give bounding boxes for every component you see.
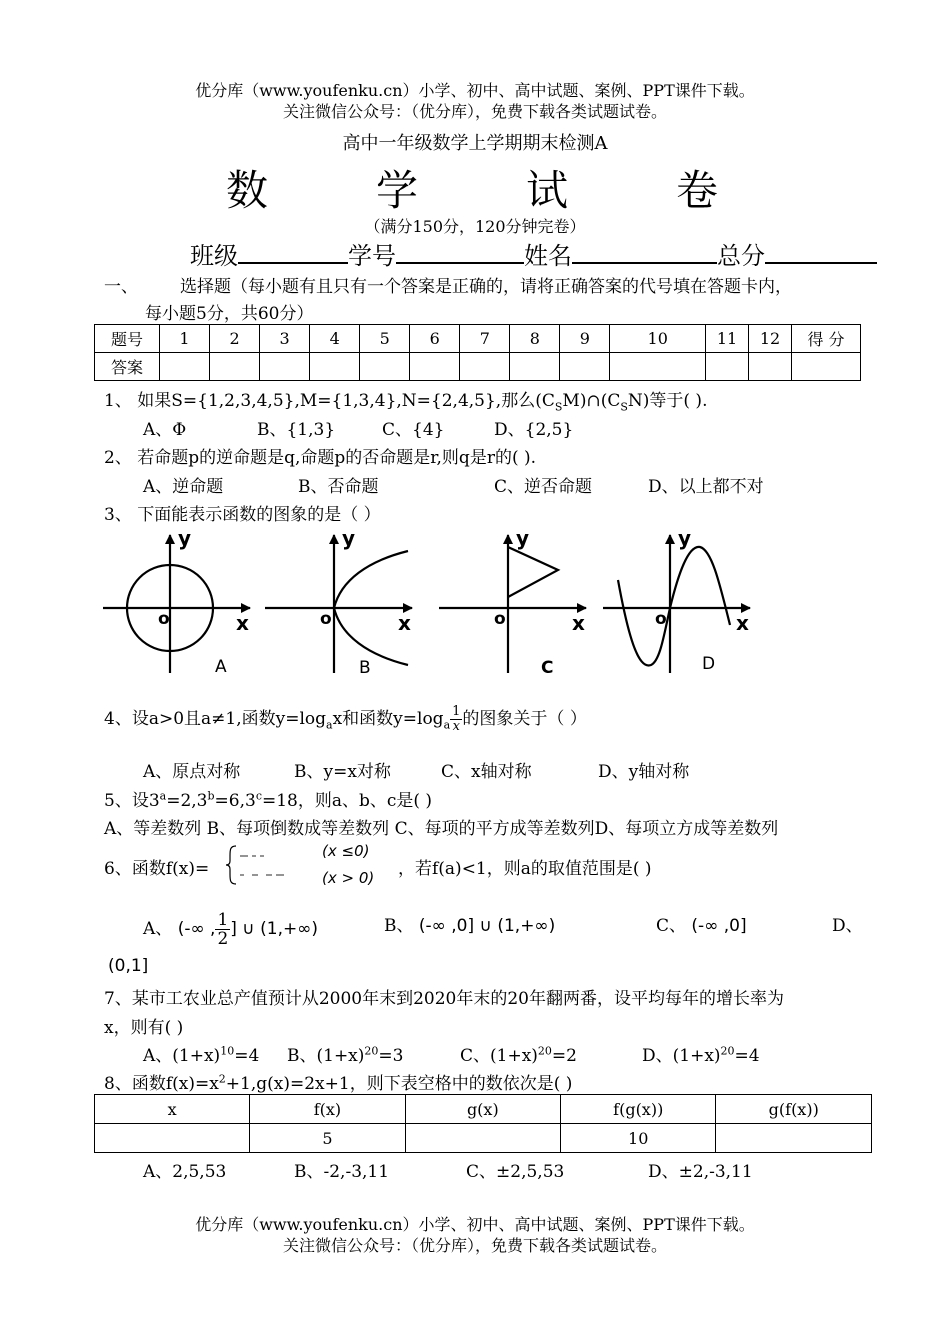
q7-option-b[interactable] [287,1041,403,1066]
question-3: 3、 下面能表示函数的图象的是（ ） [104,505,381,525]
q7-b-post: =3 [378,1046,404,1066]
question-2: 2、 若命题p的逆命题是q,命题p的否命题是r,则q是r的( ). [104,448,537,468]
graph-d-label: D [702,654,716,674]
info-name-label: 姓名 [524,242,572,270]
answer-cell[interactable] [210,353,260,381]
q8-header-x: x [95,1095,250,1124]
q6-opt-b-math: (-∞ ,0] ∪ (1,+∞) [418,916,556,936]
q4-option-b[interactable]: B、y=x对称 [294,762,391,782]
q6-opt-c-math: (-∞ ,0] [691,916,747,936]
q3-graphs [98,525,758,685]
answer-cell[interactable] [310,353,360,381]
q1-post: N)等于( ). [627,391,708,411]
q5-m1: =2,3 [166,791,208,811]
q8-cell-fx: 5 [250,1124,405,1153]
q6-opt-c-label: C、 [656,916,687,936]
q1-sub2: S [620,400,628,414]
info-total-label: 总分 [717,242,765,270]
q7-c-pre: C、(1+x) [460,1046,538,1066]
q7-d-post: =4 [734,1046,760,1066]
q6-post: ，若f(a)<1，则a的取值范围是( ) [398,859,652,879]
q5-sup2: b [207,789,215,803]
q6-option-d-label[interactable]: D、 [832,916,863,936]
q8-pre: 8、函数f(x)=x [104,1074,219,1094]
graph-a-label: A [215,657,227,677]
id-blank[interactable] [396,240,524,264]
answer-cell[interactable] [160,353,210,381]
q2-option-a[interactable]: A、逆命题 [143,477,224,497]
q6-opt-a-fraction [215,911,230,948]
q5-sup1: a [159,789,167,803]
q5-m2: =6,3 [214,791,256,811]
graph-b-label: B [359,658,371,678]
q7-a-pre: A、(1+x) [143,1046,221,1066]
q4-frac-num: 1 [452,704,461,719]
q8-cell-gx[interactable] [405,1124,560,1153]
q1-num: 1、 [104,391,132,411]
q4-pre: 4、设a>0且a≠1,函数y=log [104,709,327,729]
question-number-cell: 6 [410,325,460,353]
answer-cell[interactable] [610,353,706,381]
q8-option-a[interactable]: A、2,5,53 [143,1162,227,1182]
question-number-cell: 11 [706,325,749,353]
q4-mid: x和函数y=log [332,709,444,729]
answer-cell[interactable] [560,353,610,381]
q8-header-fx: f(x) [250,1095,405,1124]
q6-option-a[interactable] [143,911,318,948]
q4-frac-den: x [452,719,460,734]
question-number-cell: 5 [360,325,410,353]
question-4 [104,704,587,734]
q8-cell-fgx: 10 [561,1124,716,1153]
title-char: 试 [525,166,574,215]
question-number-cell: 10 [610,325,706,353]
section-heading-text-2: 每小题5分，共60分） [145,304,314,324]
q8-option-c[interactable]: C、±2,5,53 [466,1162,565,1182]
q1-option-a[interactable]: A、Φ [143,420,187,440]
q1-option-b[interactable]: B、{1,3} [257,420,336,440]
q7-d-sup: 20 [720,1044,735,1058]
graph-d-origin: o [655,609,667,629]
q1-option-d[interactable]: D、{2,5} [494,420,574,440]
q7-a-sup: 10 [220,1044,235,1058]
footer-line-1: 优分库（www.youfenku.cn）小学、初中、高中试题、案例、PPT课件下载。 [195,1215,755,1234]
graph-c[interactable] [439,535,586,673]
q8-table [94,1094,872,1153]
answer-table-header-label: 题号 [95,325,160,353]
q7-a-post: =4 [234,1046,260,1066]
q1-pre: 如果S={1,2,3,4,5},M={1,3,4},N={2,4,5},那么(C [137,391,555,411]
q5-post: =18，则a、b、c是( ) [261,791,433,811]
answer-cell[interactable] [706,353,749,381]
title-char: 数 [225,166,274,215]
exam-title [0,158,950,218]
question-number-cell: 1 [160,325,210,353]
q2-option-b[interactable]: B、否命题 [298,477,379,497]
q8-post: +1,g(x)=2x+1，则下表空格中的数依次是( ) [225,1074,573,1094]
question-number-cell: 2 [210,325,260,353]
question-number-cell: 7 [460,325,510,353]
q4-fraction [450,705,462,734]
title-char: 卷 [675,166,724,215]
answer-cell[interactable] [460,353,510,381]
q6-opt-b-label: B、 [384,916,414,936]
q5-pre: 5、设3 [104,791,160,811]
q4-sub1: a [326,718,333,732]
q6-case2-cond: (x > 0) [322,869,375,887]
exam-subtitle: 高中一年级数学上学期期末检测A [342,133,608,154]
footer-line-2: 关注微信公众号：（优分库），免费下载各类试题试卷。 [282,1236,667,1255]
graph-d-y-label: y [678,526,692,550]
score-cell[interactable] [792,353,861,381]
graph-b-y-label: y [342,526,356,550]
q7-option-a[interactable] [143,1041,259,1066]
question-number-cell: 8 [510,325,560,353]
answer-cell[interactable] [749,353,792,381]
answer-table [94,324,861,381]
q7-option-c[interactable] [460,1041,577,1066]
q4-option-d[interactable]: D、y轴对称 [598,762,690,782]
q7-option-d[interactable] [642,1041,760,1066]
info-id-label: 学号 [348,242,396,270]
q7-b-sup: 20 [364,1044,379,1058]
q8-header-gx: g(x) [405,1095,560,1124]
graph-c-y-label: y [516,526,530,550]
graph-d[interactable] [603,535,750,673]
info-class-label: 班级 [190,242,238,270]
q6-opt-a-label: A、 [143,919,173,939]
question-5 [104,786,432,811]
question-1 [104,386,707,413]
q7-d-pre: D、(1+x) [642,1046,721,1066]
score-label-cell: 得 分 [792,325,861,353]
answer-row-label: 答案 [95,353,160,381]
graph-d-x-label: x [736,611,749,635]
answer-cell[interactable] [510,353,560,381]
student-info [190,236,877,271]
graph-a-x-label: x [236,611,249,635]
q5-options[interactable]: A、等差数列 B、每项倒数成等差数列 C、每项的平方成等差数列D、每项立方成等差数列 [104,819,779,839]
graph-c-label: C [541,658,554,678]
q7-c-post: =2 [551,1046,577,1066]
q6-opt-a-math-post: ] ∪ (1,+∞) [230,919,319,939]
q6-option-c[interactable] [656,911,747,936]
q8-header-gfx: g(f(x)) [716,1095,872,1124]
answer-cell[interactable] [410,353,460,381]
q2-option-c[interactable]: C、逆否命题 [494,477,593,497]
class-blank[interactable] [238,240,348,264]
answer-cell[interactable] [360,353,410,381]
q7-b-pre: B、(1+x) [287,1046,365,1066]
graph-a[interactable] [103,535,250,673]
q1-sub1: S [554,400,563,414]
q6-option-d-math[interactable]: (0,1] [108,956,149,976]
q4-post: 的图象关于（ ） [462,709,587,729]
q8-option-d[interactable]: D、±2,-3,11 [648,1162,753,1182]
q4-sub2: a [443,718,451,732]
q1-mid: M)∩(C [562,391,621,411]
q8-cell-x[interactable] [95,1124,250,1153]
q6-piecewise-brace [226,842,316,888]
question-8 [104,1069,572,1094]
q4-option-c[interactable]: C、x轴对称 [441,762,532,782]
graph-b[interactable] [265,535,412,673]
question-number-cell: 9 [560,325,610,353]
q8-option-b[interactable]: B、-2,-3,11 [294,1162,390,1182]
q7-c-sup: 20 [537,1044,552,1058]
graph-a-y-label: y [178,526,192,550]
name-blank[interactable] [572,240,717,264]
q6-pre: 6、函数f(x)= [104,859,210,879]
question-number-cell: 12 [749,325,792,353]
q5-sup3: c [255,789,262,803]
answer-cell[interactable] [260,353,310,381]
question-7-line-1: 7、某市工农业总产值预计从2000年末到2020年末的20年翻两番，设平均每年的增长率为 [104,989,784,1009]
q8-header-fgx: f(g(x)) [561,1095,716,1124]
q8-sup: 2 [218,1072,226,1086]
header-line-1: 优分库（www.youfenku.cn）小学、初中、高中试题、案例、PPT课件下载。 [195,81,755,100]
question-number-cell: 4 [310,325,360,353]
graph-b-origin: o [320,609,332,629]
question-7-line-2: x，则有( ) [104,1018,184,1038]
q2-option-d[interactable]: D、以上都不对 [648,477,764,497]
question-number-cell: 3 [260,325,310,353]
section-heading-num: 一、 [104,277,138,297]
exam-note: （满分150分，120分钟完卷） [364,217,586,236]
graph-c-origin: o [494,609,506,629]
q1-option-c[interactable]: C、{4} [382,420,445,440]
header-line-2: 关注微信公众号：（优分库），免费下载各类试题试卷。 [282,102,667,121]
q6-opt-a-frac-den: 2 [217,929,229,949]
q8-cell-gfx[interactable] [716,1124,872,1153]
q4-option-a[interactable]: A、原点对称 [143,762,241,782]
graph-b-x-label: x [398,611,411,635]
q6-opt-a-frac-num: 1 [217,910,229,930]
graph-a-origin: o [158,609,170,629]
graph-c-x-label: x [572,611,585,635]
q6-option-b[interactable] [384,911,555,936]
section-heading-text: 选择题（每小题有且只有一个答案是正确的，请将正确答案的代号填在答题卡内， [180,277,792,297]
q6-opt-a-math-pre: (-∞ , [177,919,216,939]
title-char: 学 [375,166,424,215]
total-blank[interactable] [765,240,877,264]
q6-case1-cond: (x ≤0) [322,842,370,860]
